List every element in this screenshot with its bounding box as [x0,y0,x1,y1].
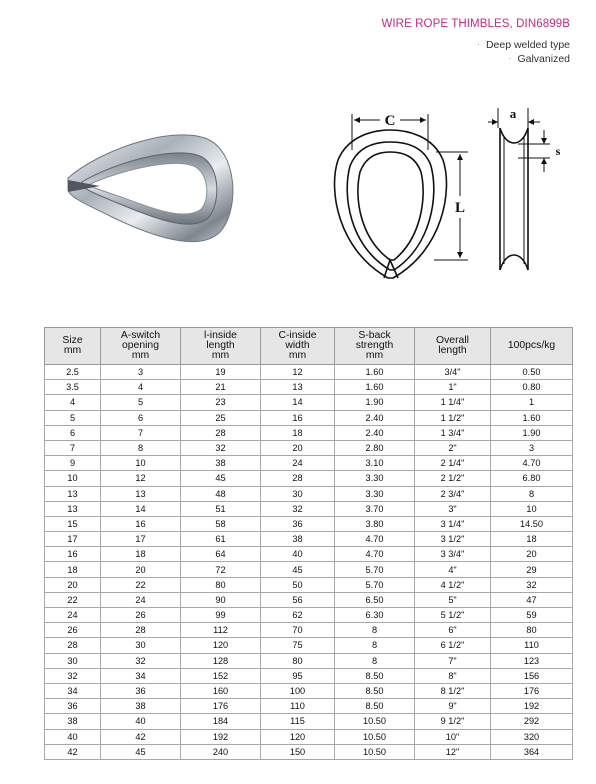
table-cell: 24 [101,592,181,607]
table-cell: 120 [181,638,261,653]
table-cell: 6.80 [491,471,573,486]
table-row [45,501,573,516]
table-cell: 364 [491,744,573,759]
table-cell: 30 [45,653,101,668]
table-cell: 2 1/2" [415,471,491,486]
table-cell: 13 [45,486,101,501]
table-row [45,638,573,653]
table-cell: 38 [45,714,101,729]
table-cell: 20 [491,547,573,562]
table-cell: 90 [181,592,261,607]
table-row [45,577,573,592]
thimble-photo [60,120,250,265]
column-header-back-strength: S-back strength mm [335,328,415,365]
table-cell: 110 [491,638,573,653]
feature-list [477,38,570,66]
table-cell: 16 [261,410,335,425]
table-cell: 152 [181,668,261,683]
table-cell: 8 [335,623,415,638]
table-cell: 28 [45,638,101,653]
column-header-overall-length: Overall length [415,328,491,365]
table-cell: 13 [261,380,335,395]
table-cell: 34 [45,683,101,698]
table-cell: 4 1/2" [415,577,491,592]
table-row [45,699,573,714]
table-cell: 22 [45,592,101,607]
column-header-inside-width: C-inside width mm [261,328,335,365]
table-cell: 3 3/4" [415,547,491,562]
table-cell: 2.5 [45,365,101,380]
table-cell: 75 [261,638,335,653]
table-cell: 9 [45,456,101,471]
table-header-row [45,328,573,365]
table-cell: 19 [181,365,261,380]
table-cell: 5.70 [335,562,415,577]
table-cell: 320 [491,729,573,744]
table-cell: 38 [101,699,181,714]
table-cell: 40 [45,729,101,744]
table-body [45,365,573,760]
table-cell: 1.60 [335,380,415,395]
table-row [45,683,573,698]
table-cell: 9" [415,699,491,714]
table-row [45,486,573,501]
table-row [45,440,573,455]
table-cell: 10.50 [335,714,415,729]
table-cell: 25 [181,410,261,425]
table-cell: 32 [45,668,101,683]
table-cell: 10 [491,501,573,516]
table-cell: 1 1/2" [415,410,491,425]
table-cell: 3" [415,501,491,516]
table-cell: 6 [45,425,101,440]
table-cell: 24 [45,608,101,623]
table-cell: 20 [261,440,335,455]
table-cell: 13 [45,501,101,516]
table-cell: 3 [491,440,573,455]
spec-table [44,327,573,760]
table-cell: 18 [261,425,335,440]
table-cell: 72 [181,562,261,577]
table-cell: 6 1/2" [415,638,491,653]
table-cell: 45 [261,562,335,577]
table-row [45,410,573,425]
table-cell: 32 [101,653,181,668]
table-cell: 36 [101,683,181,698]
table-cell: 80 [491,623,573,638]
table-cell: 1.90 [491,425,573,440]
table-cell: 8" [415,668,491,683]
table-cell: 45 [101,744,181,759]
label-l: L [454,200,466,216]
table-cell: 8.50 [335,699,415,714]
table-cell: 3.5 [45,380,101,395]
table-cell: 1.60 [491,410,573,425]
table-cell: 40 [261,547,335,562]
table-row [45,395,573,410]
table-cell: 1" [415,380,491,395]
table-cell: 0.50 [491,365,573,380]
table-cell: 3.70 [335,501,415,516]
table-row [45,365,573,380]
table-cell: 38 [181,456,261,471]
table-cell: 6.30 [335,608,415,623]
table-cell: 26 [45,623,101,638]
table-cell: 1 3/4" [415,425,491,440]
table-row [45,532,573,547]
table-cell: 5 [45,410,101,425]
table-cell: 10.50 [335,744,415,759]
table-cell: 2 1/4" [415,456,491,471]
table-cell: 13 [101,486,181,501]
table-cell: 24 [261,456,335,471]
table-cell: 70 [261,623,335,638]
dimension-diagram [318,100,568,290]
table-row [45,516,573,531]
table-cell: 0.80 [491,380,573,395]
table-row [45,380,573,395]
table-cell: 2.80 [335,440,415,455]
table-cell: 17 [101,532,181,547]
table-cell: 7 [101,425,181,440]
label-c: C [384,113,396,129]
table-cell: 59 [491,608,573,623]
label-s: s [555,144,561,158]
table-cell: 160 [181,683,261,698]
table-cell: 99 [181,608,261,623]
table-cell: 7 [45,440,101,455]
table-cell: 176 [181,699,261,714]
table-cell: 30 [101,638,181,653]
table-cell: 32 [181,440,261,455]
table-cell: 26 [101,608,181,623]
table-cell: 5" [415,592,491,607]
table-cell: 5.70 [335,577,415,592]
table-cell: 6 [101,410,181,425]
table-cell: 128 [181,653,261,668]
table-row [45,608,573,623]
table-cell: 30 [261,486,335,501]
table-row [45,714,573,729]
table-cell: 20 [101,562,181,577]
table-row [45,456,573,471]
table-cell: 28 [181,425,261,440]
table-cell: 8 [335,638,415,653]
table-cell: 42 [101,729,181,744]
table-cell: 5 1/2" [415,608,491,623]
table-cell: 20 [45,577,101,592]
table-cell: 3 1/4" [415,516,491,531]
table-cell: 1.90 [335,395,415,410]
table-cell: 192 [181,729,261,744]
table-cell: 56 [261,592,335,607]
table-cell: 4.70 [335,532,415,547]
table-cell: 192 [491,699,573,714]
table-cell: 112 [181,623,261,638]
table-cell: 17 [45,532,101,547]
table-cell: 3/4" [415,365,491,380]
table-cell: 28 [101,623,181,638]
table-cell: 115 [261,714,335,729]
table-cell: 16 [101,516,181,531]
table-row [45,729,573,744]
table-cell: 150 [261,744,335,759]
table-cell: 8 [335,653,415,668]
table-cell: 58 [181,516,261,531]
bullet-icon: · [508,54,512,64]
table-cell: 45 [181,471,261,486]
table-cell: 64 [181,547,261,562]
table-cell: 47 [491,592,573,607]
label-a: a [509,106,517,121]
table-cell: 36 [45,699,101,714]
table-cell: 8 1/2" [415,683,491,698]
table-cell: 3.10 [335,456,415,471]
table-cell: 80 [181,577,261,592]
table-cell: 100 [261,683,335,698]
table-cell: 50 [261,577,335,592]
table-row [45,471,573,486]
table-cell: 176 [491,683,573,698]
table-cell: 95 [261,668,335,683]
table-cell: 34 [101,668,181,683]
table-cell: 18 [45,562,101,577]
table-cell: 10 [45,471,101,486]
table-cell: 32 [261,501,335,516]
table-cell: 2.40 [335,410,415,425]
table-cell: 8.50 [335,668,415,683]
table-cell: 3.30 [335,486,415,501]
table-cell: 14 [261,395,335,410]
table-cell: 12 [261,365,335,380]
table-cell: 1 1/4" [415,395,491,410]
feature-item: · Deep welded type [477,39,570,51]
table-cell: 62 [261,608,335,623]
table-cell: 10 [101,456,181,471]
table-row [45,653,573,668]
table-cell: 3.80 [335,516,415,531]
table-cell: 8.50 [335,683,415,698]
table-cell: 28 [261,471,335,486]
table-cell: 61 [181,532,261,547]
table-cell: 18 [101,547,181,562]
table-cell: 36 [261,516,335,531]
page-title: WIRE ROPE THIMBLES, DIN6899B [381,18,570,30]
table-cell: 18 [491,532,573,547]
table-cell: 10" [415,729,491,744]
table-cell: 42 [45,744,101,759]
table-cell: 240 [181,744,261,759]
table-cell: 40 [101,714,181,729]
table-cell: 8 [101,440,181,455]
table-row [45,744,573,759]
table-cell: 123 [491,653,573,668]
table-row [45,592,573,607]
table-cell: 1.60 [335,365,415,380]
table-cell: 1 [491,395,573,410]
table-cell: 16 [45,547,101,562]
table-cell: 80 [261,653,335,668]
table-cell: 21 [181,380,261,395]
column-header-weight: 100pcs/kg [491,328,573,365]
table-cell: 32 [491,577,573,592]
table-cell: 3 1/2" [415,532,491,547]
table-cell: 2 3/4" [415,486,491,501]
table-cell: 12 [101,471,181,486]
table-cell: 184 [181,714,261,729]
table-cell: 48 [181,486,261,501]
table-cell: 7" [415,653,491,668]
table-cell: 14 [101,501,181,516]
table-cell: 156 [491,668,573,683]
table-cell: 10.50 [335,729,415,744]
table-row [45,547,573,562]
table-cell: 15 [45,516,101,531]
feature-item: · Galvanized [508,53,570,66]
table-cell: 14.50 [491,516,573,531]
table-row [45,562,573,577]
spec-table-wrapper [44,327,572,760]
table-cell: 6.50 [335,592,415,607]
table-cell: 4.70 [335,547,415,562]
table-row [45,668,573,683]
column-header-a-switch-opening: A-switch opening mm [101,328,181,365]
table-cell: 6" [415,623,491,638]
table-cell: 8 [491,486,573,501]
table-cell: 51 [181,501,261,516]
table-cell: 4" [415,562,491,577]
table-cell: 29 [491,562,573,577]
table-cell: 5 [101,395,181,410]
table-cell: 3 [101,365,181,380]
table-cell: 4.70 [491,456,573,471]
table-cell: 120 [261,729,335,744]
table-cell: 22 [101,577,181,592]
table-cell: 3.30 [335,471,415,486]
table-cell: 4 [101,380,181,395]
table-cell: 2.40 [335,425,415,440]
table-cell: 110 [261,699,335,714]
table-cell: 23 [181,395,261,410]
table-cell: 9 1/2" [415,714,491,729]
table-cell: 4 [45,395,101,410]
table-cell: 38 [261,532,335,547]
table-cell: 12" [415,744,491,759]
column-header-inside-length: l-inside length mm [181,328,261,365]
table-row [45,425,573,440]
bullet-icon: · [477,40,480,50]
table-cell: 2" [415,440,491,455]
column-header-size: Size mm [45,328,101,365]
table-row [45,623,573,638]
table-cell: 292 [491,714,573,729]
